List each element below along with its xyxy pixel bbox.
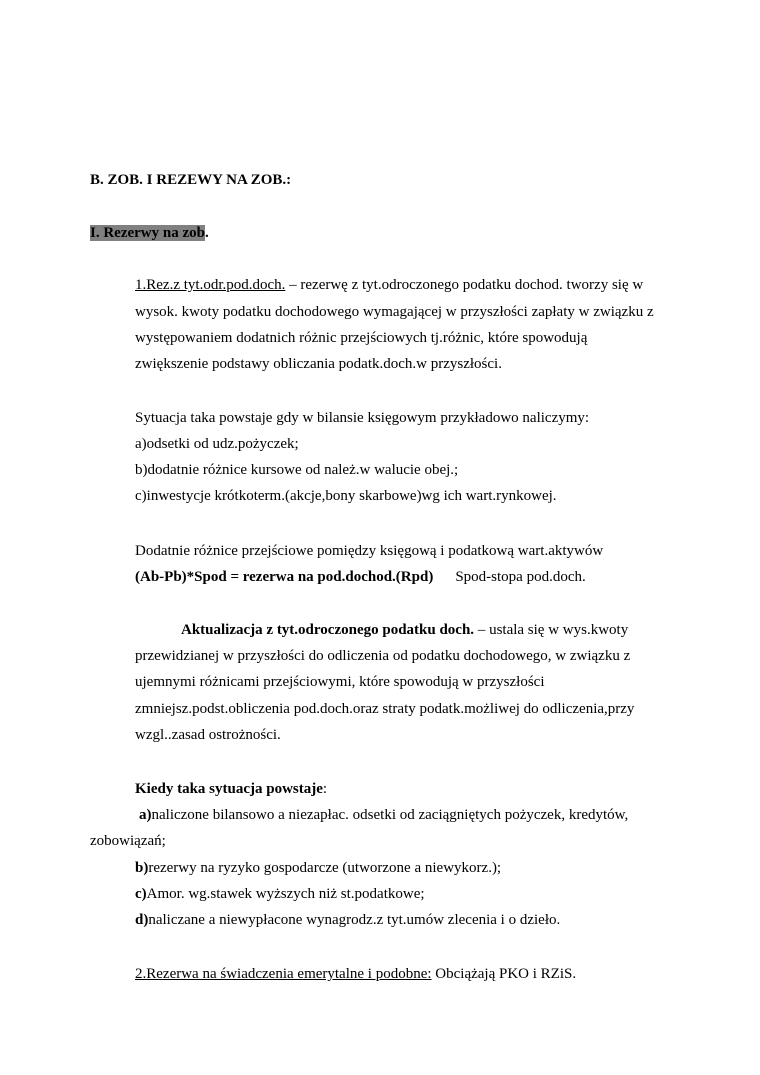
item1-line-0: – rezerwę z tyt.odroczonego podatku dochod. tworzy się w (285, 277, 644, 293)
formula-note: Spod-stopa pod.doch. (455, 569, 586, 585)
subsection-heading (90, 224, 209, 242)
item1-first-line (135, 276, 643, 294)
situation-item-c: c)inwestycje krótkoterm.(akcje,bony skarbowe)wg ich wart.rynkowej. (135, 488, 557, 504)
when-item-d-letter: d) (135, 912, 149, 928)
item2-title: 2.Rezerwa na świadczenia emerytalne i podobne: (135, 966, 432, 982)
when-item-a-text: naliczone bilansowo a niezapłac. odsetki od zaciągniętych pożyczek, kredytów, (151, 807, 629, 823)
item2-line (135, 965, 576, 983)
when-colon: : (322, 781, 328, 797)
update-line-3: zmniejsz.podst.obliczenia pod.doch.oraz straty podatk.możliwej do odliczenia,przy (135, 701, 635, 717)
update-title: Aktualizacja z tyt.odroczonego podatku doch. (181, 622, 475, 638)
item2-tail: Obciążają PKO i RZiS. (431, 966, 577, 982)
update-line-2: ujemnymi różnicami przejściowymi, które spowodują w przyszłości (135, 674, 545, 690)
situation-item-a: a)odsetki od udz.pożyczek; (135, 436, 299, 452)
when-item-a (139, 806, 628, 824)
when-item-d-text: naliczane a niewypłacone wynagrodz.z tyt.umów zlecenia i o dzieło. (148, 912, 561, 928)
heading-tail: . (204, 225, 209, 241)
when-item-a-cont (90, 832, 166, 850)
formula-line (135, 568, 586, 586)
positive-diff-line: Dodatnie różnice przejściowe pomiędzy księgową i podatkową wart.aktywów (135, 543, 604, 559)
when-item-a-letter: a) (139, 807, 152, 823)
update-line-1: przewidzianej w przyszłości do odliczenia od podatku dochodowego, w związku z (135, 648, 631, 664)
when-item-a-cont-text: zobowiązań; (90, 833, 166, 849)
when-title: Kiedy taka sytuacja powstaje (135, 781, 323, 797)
situation-intro: Sytuacja taka powstaje gdy w bilansie księgowym przykładowo naliczymy: (135, 410, 590, 426)
when-item-c-letter: c) (135, 886, 147, 902)
update-line-4: wzgl..zasad ostrożności. (135, 727, 281, 743)
when-item-c-text: Amor. wg.stawek wyższych niż st.podatkowe; (146, 886, 425, 902)
section-heading: B. ZOB. I REZEWY NA ZOB.: (90, 172, 292, 188)
item1-line-3: zwiększenie podstawy obliczania podatk.doch.w przyszłości. (135, 356, 502, 372)
when-heading (135, 780, 327, 798)
when-item-c (135, 885, 425, 903)
item1-line-1: wysok. kwoty podatku dochodowego wymagającej w przyszłości zapłaty w związku z (135, 304, 654, 320)
situation-item-b: b)dodatnie różnice kursowe od należ.w walucie obej.; (135, 462, 459, 478)
formula: (Ab-Pb)*Spod = rezerwa na pod.dochod.(Rpd) (135, 569, 434, 585)
update-first-line (181, 621, 628, 639)
highlighted-heading-text: I. Rezerwy na zob (90, 225, 205, 241)
item1-title: 1.Rez.z tyt.odr.pod.doch. (135, 277, 286, 293)
when-item-b-letter: b) (135, 860, 149, 876)
when-item-d (135, 911, 560, 929)
when-item-b-text: rezerwy na ryzyko gospodarcze (utworzone a niewykorz.); (148, 860, 502, 876)
update-line-0: – ustala się w wys.kwoty (474, 622, 629, 638)
when-item-b (135, 859, 501, 877)
item1-line-2: występowaniem dodatnich różnic przejściowych tj.różnic, które spowodują (135, 330, 588, 346)
